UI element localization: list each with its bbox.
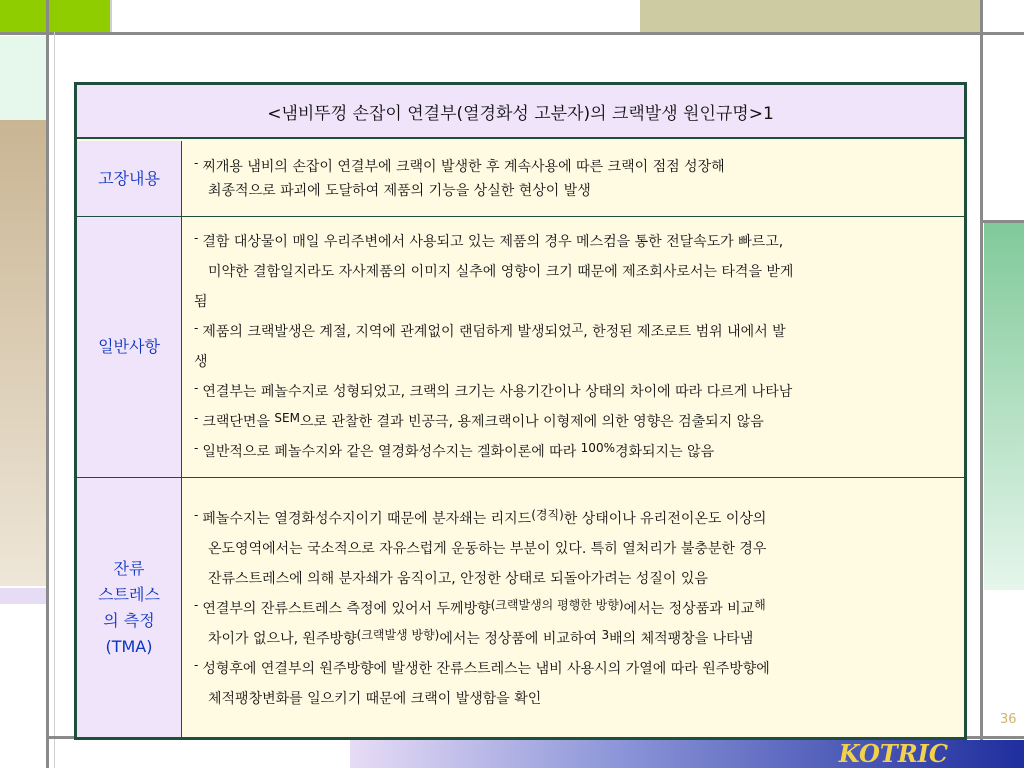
content-fragment: 고 xyxy=(571,321,584,335)
deco-green-block xyxy=(0,0,110,32)
deco-lavender-block-left xyxy=(0,588,46,604)
frame-line-top xyxy=(0,32,1024,35)
row-content-residual-stress: - 페놀수지는 열경화성수지이기 때문에 분자쇄는 리지드(경직)한 상태이나 유리전이온도 이상의 온도영역에서는 국소적으로 자유스럽게 운동하는 부분이 있다. 특히 열처리가 불충분한 경우 잔류스트레스에 의해 분자쇄가 움직이고, 안정한 상태로 되돌아가려는 성질이 있음 - 연결부의 잔류스트레스 측정에 있어서 두께방향(크랙발생의 평행한 방향)에서는 정상품과 비교해 차이가 없으나, 원주방향(크랙발생 방향)에서는 정상품에 비교하여 3배의 체적팽창을 나타냄 - 성형후에 연결부의 원주방향에 발생한 잔류스트레스는 냄비 사용시의 가열에 따라 원주방향에 체적팽창변화를 일으키기 때문에 크랙이 발생함을 확인 xyxy=(182,478,964,737)
content-fragment: (경직) xyxy=(531,508,564,522)
content-line: 됨 xyxy=(194,294,208,310)
deco-teal-block-right xyxy=(984,222,1024,590)
content-line: 온도영역에서는 국소적으로 자유스럽게 운동하는 부분이 있다. 특히 열처리가 불충분한 경우 xyxy=(208,541,767,557)
content-fragment: 3 xyxy=(601,628,610,642)
table-row-general xyxy=(77,217,964,478)
info-table xyxy=(74,82,967,740)
page-number: 36 xyxy=(1000,712,1017,727)
content-line: 차이가 없으나, 원주방향 xyxy=(208,631,357,647)
content-fragment: (크랙발생의 평행한 방향) xyxy=(490,598,624,612)
content-fragment: (크랙발생 방향) xyxy=(356,628,440,642)
content-fragment: 에서는 정상품에 비교하여 xyxy=(439,631,602,647)
content-line: 제품의 크랙발생은 계절, 지역에 관계없이 랜덤하게 발생되었 xyxy=(202,324,572,340)
content-line: 찌개용 냄비의 손잡이 연결부에 크랙이 발생한 후 계속사용에 따른 크랙이 점점 성장해 xyxy=(202,159,725,175)
deco-tan-block xyxy=(0,120,46,586)
frame-line-right-mid xyxy=(983,220,1024,223)
content-line: 연결부는 페놀수지로 성형되었고, 크랙의 크기는 사용기간이나 상태의 차이에 따라 다르게 나타남 xyxy=(202,384,793,400)
content-line: 결함 대상물이 매일 우리주변에서 사용되고 있는 제품의 경우 메스컴을 통한 전달속도가 빠르고, xyxy=(202,234,784,250)
content-fragment: 한 상태이나 유리전이온도 이상의 xyxy=(563,511,767,527)
table-title: <냄비뚜껑 손잡이 연결부(열경화성 고분자)의 크랙발생 원인규명>1 xyxy=(77,85,964,139)
content-line: 최종적으로 파괴에 도달하여 제품의 기능을 상실한 현상이 발생 xyxy=(208,183,591,199)
content-line: 연결부의 잔류스트레스 측정에 있어서 두께방향 xyxy=(202,601,491,617)
frame-line-left xyxy=(46,0,49,768)
content-line: 일반적으로 페놀수지와 같은 열경화성수지는 겔화이론에 따라 xyxy=(202,444,581,460)
content-fragment: 해 xyxy=(754,598,766,612)
content-line: 미약한 결함일지라도 자사제품의 이미지 실추에 영향이 크기 때문에 제조회사로서는 타격을 받게 xyxy=(208,264,794,280)
content-fragment: , 한정된 제조로트 범위 내에서 발 xyxy=(583,324,786,340)
content-line: 잔류스트레스에 의해 분자쇄가 움직이고, 안정한 상태로 되돌아가려는 성질이 있음 xyxy=(208,571,708,587)
table-row-residual-stress xyxy=(77,478,964,737)
content-line: 성형후에 연결부의 원주방향에 발생한 잔류스트레스는 냄비 사용시의 가열에 따라 원주방향에 xyxy=(202,661,770,677)
content-line: 생 xyxy=(194,354,208,370)
content-fragment: 으로 관찰한 결과 빈공극, 용제크랙이나 이형제에 의한 영향은 검출되지 않음 xyxy=(299,414,764,430)
table-row-failure xyxy=(77,141,964,217)
content-fragment: 에서는 정상품과 비교 xyxy=(623,601,755,617)
deco-mint-block xyxy=(0,36,46,120)
frame-line-right xyxy=(980,0,983,768)
content-line: 크랙단면을 xyxy=(202,414,275,430)
frame-line-right-top xyxy=(110,0,112,32)
content-fragment: 100% xyxy=(580,441,615,455)
content-line: 페놀수지는 열경화성수지이기 때문에 분자쇄는 리지드 xyxy=(202,511,532,527)
content-fragment: SEM xyxy=(274,411,300,425)
row-label-residual-stress: 잔류 스트레스 의 측정 (TMA) xyxy=(77,478,182,737)
content-fragment: 경화되지는 않음 xyxy=(614,444,715,460)
row-content-failure: - 찌개용 냄비의 손잡이 연결부에 크랙이 발생한 후 계속사용에 따른 크랙이 점점 성장해 최종적으로 파괴에 도달하여 제품의 기능을 상실한 현상이 발생 xyxy=(182,141,964,216)
row-label-general: 일반사항 xyxy=(77,217,182,477)
content-fragment: 배의 체적팽창을 나타냄 xyxy=(609,631,754,647)
row-content-general: - 결함 대상물이 매일 우리주변에서 사용되고 있는 제품의 경우 메스컴을 통한 전달속도가 빠르고, 미약한 결함일지라도 자사제품의 이미지 실추에 영향이 크기 때문에 제조회사로서는 타격을 받게 됨 - 제품의 크랙발생은 계절, 지역에 관계없이 랜덤하게 발생되었고, 한정된 제조로트 범위 내에서 발 생 - 연결부는 페놀수지로 성형되었고, 크랙의 크기는 사용기간이나 상태의 차이에 따라 다르게 나타남 - 크랙단면을 SEM으로 관찰한 결과 빈공극, 용제크랙이나 이형제에 의한 영향은 검출되지 않음 - 일반적으로 페놀수지와 같은 열경화성수지는 겔화이론에 따라 100%경화되지는 않음 xyxy=(182,217,964,477)
footer-logo: KOTRIC xyxy=(838,739,948,768)
content-line: 체적팽창변화를 일으키기 때문에 크랙이 발생함을 확인 xyxy=(208,691,542,707)
deco-olive-block xyxy=(640,0,980,32)
row-label-failure: 고장내용 xyxy=(77,141,182,216)
frame-line-left-inner xyxy=(54,32,55,768)
